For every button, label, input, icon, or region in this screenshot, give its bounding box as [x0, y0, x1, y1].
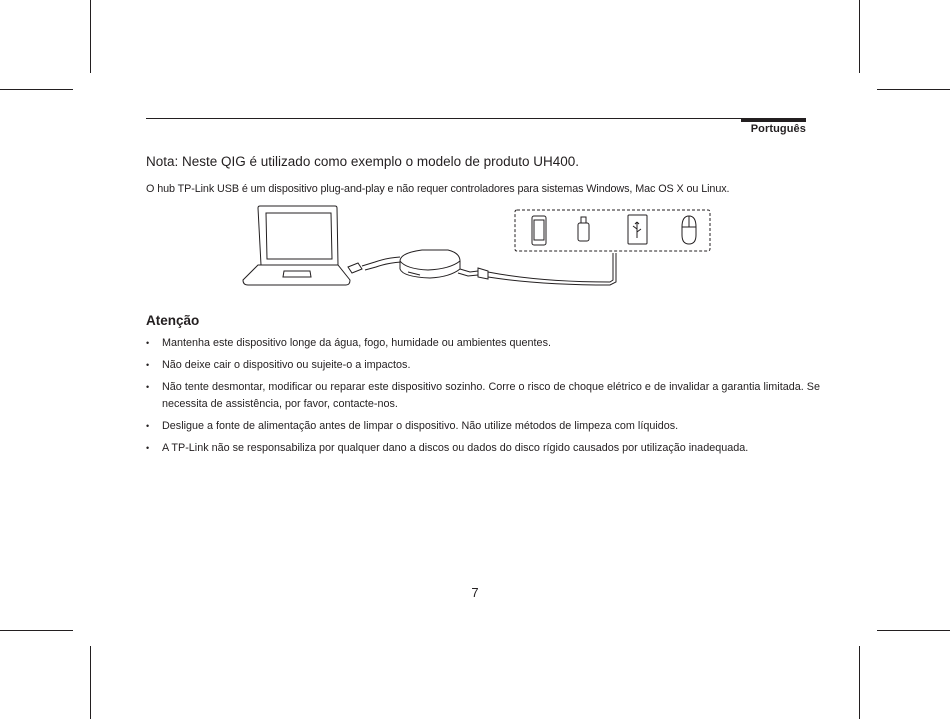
attention-heading: Atenção — [146, 313, 200, 328]
language-label: Português — [750, 123, 806, 135]
usb-hard-drive-icon — [628, 215, 647, 244]
laptop-icon — [243, 206, 350, 285]
intro-paragraph: O hub TP-Link USB é um dispositivo plug-and-play e não requer controladores para sistemas Windows, Mac OS X ou Linux. — [146, 183, 730, 195]
smartphone-icon — [532, 216, 546, 245]
usb-flash-drive-icon — [578, 217, 589, 241]
crop-mark — [877, 630, 950, 631]
connection-illustration — [240, 205, 720, 295]
crop-mark — [90, 646, 91, 719]
crop-mark — [877, 89, 950, 90]
attention-list — [146, 335, 820, 462]
mouse-icon — [682, 216, 696, 244]
language-tab-bar — [741, 118, 806, 122]
crop-mark — [0, 630, 73, 631]
list-item: • A TP-Link não se responsabiliza por qualquer dano a discos ou dados do disco rígido causados por utilização inadequada. — [146, 440, 820, 457]
usb-hub-icon — [400, 250, 460, 278]
header-rule — [146, 118, 806, 119]
crop-mark — [90, 0, 91, 73]
page-number: 7 — [471, 585, 479, 600]
usb-cable — [348, 257, 401, 273]
product-note: Nota: Neste QIG é utilizado como exemplo o modelo de produto UH400. — [146, 154, 579, 169]
list-item: • Desligue a fonte de alimentação antes de limpar o dispositivo. Não utilize métodos de limpeza com líquidos. — [146, 418, 820, 435]
list-item: • Mantenha este dispositivo longe da água, fogo, humidade ou ambientes quentes. — [146, 335, 820, 352]
list-item: • Não tente desmontar, modificar ou reparar este dispositivo sozinho. Corre o risco de choque elétrico e de invalidar a garantia limitada. Se necessita de assistência, por favor, contacte-nos. — [146, 379, 820, 413]
list-item: • Não deixe cair o dispositivo ou sujeite-o a impactos. — [146, 357, 820, 374]
hub-cable — [458, 253, 616, 285]
crop-mark — [0, 89, 73, 90]
crop-mark — [859, 0, 860, 73]
crop-mark — [859, 646, 860, 719]
